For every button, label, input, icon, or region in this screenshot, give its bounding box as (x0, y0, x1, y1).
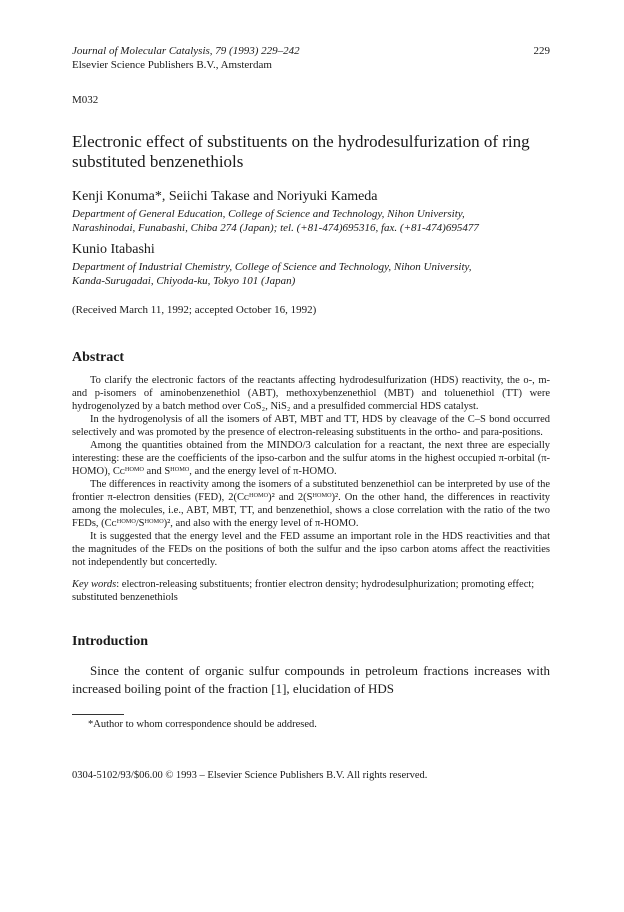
author-list-2: Kunio Itabashi (72, 242, 155, 257)
affiliation-1 (72, 207, 550, 235)
keywords (72, 578, 550, 604)
affiliation-2-line-1: Department of Industrial Chemistry, College of Science and Technology, Nihon University, (72, 261, 472, 273)
copyright-line: 0304-5102/93/$06.00 © 1993 – Elsevier Science Publishers B.V. All rights reserved. (72, 770, 428, 781)
publisher-line: Elsevier Science Publishers B.V., Amsterdam (72, 59, 272, 71)
abstract-paragraph: It is suggested that the energy level and the FED assume an important role in the HDS reactivities and that the magnitudes of the FEDs on the positions of both the sulfur and the ipso carbon atoms affect the reactivities not independently but concertedly. (72, 531, 550, 568)
affiliation-1-line-2: Narashinodai, Funabashi, Chiba 274 (Japan); tel. (+81-474)695316, fax. (+81-474)695477 (72, 222, 479, 234)
article-code: M032 (72, 94, 99, 106)
page-number: 229 (533, 45, 550, 57)
keywords-label: Key words (72, 579, 117, 590)
paper-page (72, 44, 550, 781)
introduction-body (72, 662, 550, 698)
journal-citation (72, 44, 550, 58)
paper-title: Electronic effect of substituents on the hydrodesulfurization of ring substituted benzenethiols (72, 132, 530, 171)
abstract-paragraph: Among the quantities obtained from the MINDO/3 calculation for a reactant, the next three are especially interesting: these are the coefficients of the ipso-carbon and the sulfur atoms in the highest occupied π-orbital (π-HOMO), Cᴄᴴᴼᴹᴼ and Sᴴᴼᴹᴼ, and the energy level of π-HOMO. (72, 440, 550, 477)
footnote-divider (72, 714, 124, 715)
abstract-body (72, 374, 550, 569)
affiliation-2 (72, 260, 550, 288)
abstract-paragraph: In the hydrogenolysis of all the isomers of ABT, MBT and TT, HDS by cleavage of the C–S bond occurred selectively and was promoted by the presence of electron-releasing substituents in the ortho- and para-positions. (72, 414, 550, 438)
received-dates: (Received March 11, 1992; accepted October 16, 1992) (72, 304, 317, 316)
journal-name: Journal of Molecular Catalysis, 79 (1993) 229–242 (72, 45, 300, 57)
keywords-text: : electron-releasing substituents; frontier electron density; hydrodesulphurization; promoting effect; substituted benzenethiols (72, 579, 535, 603)
abstract-paragraph: To clarify the electronic factors of the reactants affecting hydrodesulfurization (HDS) reactivity, the o-, m- and p-isomers of aminobenzenethiol (ABT), methoxybenzenethiol (MBT) and toluenethiol (TT) were hydrogenolyzed by a batch method over CoS₂, NiS₂ and a presulfided commercial HDS catalyst. (72, 375, 550, 412)
author-list-1: Kenji Konuma*, Seiichi Takase and Noriyuki Kameda (72, 189, 378, 204)
abstract-paragraph: The differences in reactivity among the isomers of a substituted benzenethiol can be interpreted by use of the frontier π-electron densities (FED), 2(Cᴄᴴᴼᴹᴼ)² and 2(Sᴴᴼᴹᴼ)². On the other hand, the differences in reactivity among the molecules, i.e., ABT, MBT, TT, and benzenethiol, shows a close correlation with the ratio of the two FEDs, (Cᴄᴴᴼᴹᴼ/Sᴴᴼᴹᴼ)², and also with the energy level of π-HOMO. (72, 479, 550, 529)
introduction-paragraph: Since the content of organic sulfur compounds in petroleum fractions increases with increased boiling point of the fraction [1], elucidation of HDS (72, 663, 550, 696)
introduction-heading: Introduction (72, 634, 148, 649)
affiliation-2-line-2: Kanda-Surugadai, Chiyoda-ku, Tokyo 101 (Japan) (72, 275, 296, 287)
footnote: *Author to whom correspondence should be addresed. (88, 719, 317, 730)
affiliation-1-line-1: Department of General Education, College of Science and Technology, Nihon University, (72, 208, 465, 220)
abstract-heading: Abstract (72, 350, 125, 365)
